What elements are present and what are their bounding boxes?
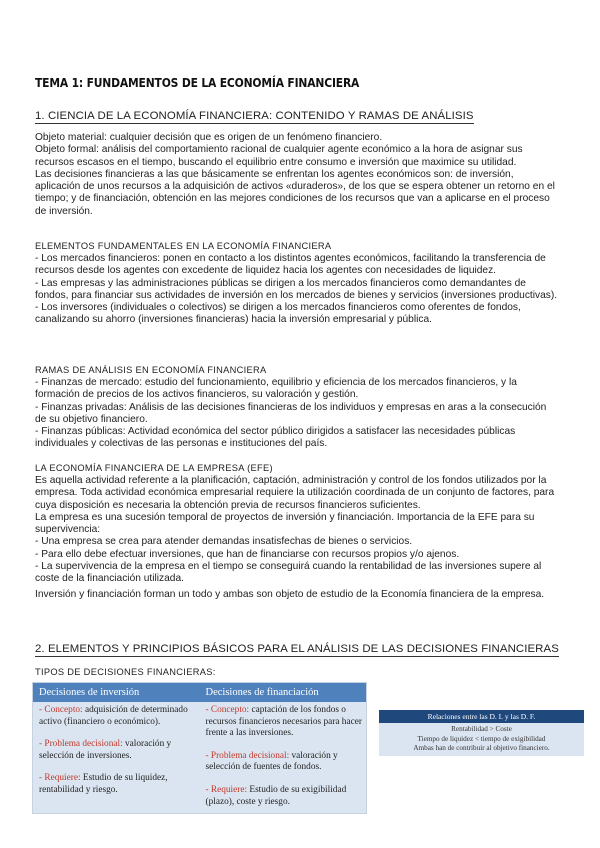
- efe-heading: LA ECONOMÍA FINANCIERA DE LA EMPRESA (EFE): [35, 463, 273, 473]
- table-cell: [206, 751, 363, 774]
- list-item: - La supervivencia de la empresa en el tiempo se conseguirá cuando la rentabilidad de las inversiones supere al coste de la financiación utilizada.: [35, 561, 542, 585]
- cell-label: - Problema decisional:: [39, 739, 123, 750]
- col-header-inversion: Decisiones de inversión: [39, 687, 140, 698]
- elementos-heading: ELEMENTOS FUNDAMENTALES EN LA ECONOMÍA FINANCIERA: [35, 241, 332, 251]
- cell-text: captación de los fondos o recursos financieros necesarios para hacer frente a las inversiones.: [205, 705, 362, 739]
- inversion-column: [33, 702, 200, 819]
- cell-text: Estudio de su liquidez, rentabilidad y riesgo.: [39, 773, 168, 795]
- intro-paragraph: Objeto material: cualquier decisión que es origen de un fenómeno financiero.: [35, 132, 383, 143]
- table-header-row: [33, 683, 366, 702]
- list-item: - Los mercados financieros: ponen en contacto a los distintos agentes económicos, facilitando la transferencia de recursos desde los agentes con excedente de liquidez hacia los agentes con necesidades de liquidez.: [35, 253, 546, 277]
- list-item: - Finanzas privadas: Análisis de las decisiones financieras de los individuos y empresas en aras a la consecución de su objetivo financiero.: [35, 401, 547, 425]
- table-cell: [39, 705, 196, 728]
- document-title: TEMA 1: FUNDAMENTOS DE LA ECONOMÍA FINANCIERA: [35, 75, 360, 90]
- cell-label: - Requiere:: [205, 784, 248, 795]
- ramas-heading: RAMAS DE ANÁLISIS EN ECONOMÍA FINANCIERA: [35, 365, 267, 375]
- cell-label: - Concepto:: [39, 705, 83, 715]
- cell-label: - Problema decisional:: [205, 750, 290, 761]
- cell-text: adquisición de determinado activo (financiero o económico).: [39, 705, 188, 727]
- col-header-financiacion: Decisiones de financiación: [205, 687, 319, 698]
- intro-paragraph: Las decisiones financieras a las que básicamente se enfrentan los agentes económicos son: de inversión, aplicación de unos recursos a la adquisición de activos «duraderos», de los que se espera obtener un retorno en el tiempo; y de financiación, obtención en las mejores condiciones de los recursos que van a aplicarse en el proceso de inversión.: [35, 168, 555, 217]
- cell-text: valoración y selección de fuentes de fondos.: [205, 750, 338, 773]
- table-body: [33, 702, 366, 819]
- list-item: - Las empresas y las administraciones públicas se dirigen a los mercados financieros como demandantes de fondos, para financiar sus actividades de inversión en los mercados de bienes y servicios (inversiones productivas).: [35, 277, 558, 301]
- list-item: La empresa es una sucesión temporal de proyectos de inversión y financiación. Importancia de la EFE para su supervivencia:: [35, 511, 535, 536]
- cell-label: - Requiere:: [39, 773, 81, 784]
- section1-intro: [35, 132, 560, 218]
- table-cell: [206, 705, 363, 740]
- efe-list: [35, 475, 560, 601]
- section1-heading: 1. CIENCIA DE LA ECONOMÍA FINANCIERA: CONTENIDO Y RAMAS DE ANÁLISIS: [35, 110, 474, 122]
- table-cell: [206, 785, 363, 808]
- table-cell: [39, 773, 196, 796]
- ramas-list: [35, 377, 560, 451]
- relaciones-line: Ambas han de contribuir al objetivo financiero.: [413, 744, 550, 752]
- table-cell: [39, 739, 196, 762]
- list-item: - Los inversores (individuales o colectivos) se dirigen a los mercados financieros como oferentes de fondos, canalizando su ahorro (inversiones financieras) hacia la inversión empresarial y pública.: [35, 302, 521, 326]
- intro-paragraph: Objeto formal: análisis del comportamiento racional de cualquier agente económico a la hora de asignar sus recursos escasos en el tiempo, buscando el equilibrio entre consumo e inversión que maximice su utilidad.: [35, 144, 523, 168]
- relaciones-box: [379, 710, 584, 756]
- list-item: - Finanzas públicas: Actividad económica del sector público dirigidos a satisfacer las necesidades públicas individuales y colectivas de las personas e instituciones del país.: [35, 426, 516, 450]
- cell-text: Estudio de su exigibilidad (plazo), coste y riesgo.: [205, 784, 347, 807]
- list-item: - Una empresa se crea para atender demandas insatisfechas de bienes o servicios.: [35, 536, 413, 548]
- decisions-table: [32, 682, 367, 814]
- efe-closing: Inversión y financiación forman un todo y ambas son objeto de estudio de la Economía financiera de la empresa.: [35, 588, 545, 600]
- list-item: - Para ello debe efectuar inversiones, que han de financiarse con recursos propios y/o ajenos.: [35, 548, 460, 560]
- relaciones-header: Relaciones entre las D. I. y las D. F.: [379, 710, 584, 723]
- cell-label: - Concepto:: [205, 705, 250, 715]
- list-item: Es aquella actividad referente a la planificación, captación, administración y control de los fondos utilizados por la empresa. Toda actividad económica empresarial requiere la utilización coordinada de un conjunto de factores, para cuya disposición es necesaria la obtención previa de recursos financieros suficientes.: [35, 475, 555, 511]
- section2-heading: 2. ELEMENTOS Y PRINCIPIOS BÁSICOS PARA EL ANÁLISIS DE LAS DECISIONES FINANCIERAS: [35, 643, 559, 655]
- relaciones-line: Tiempo de liquidez < tiempo de exigibilidad: [417, 734, 546, 743]
- list-item: - Finanzas de mercado: estudio del funcionamiento, equilibrio y eficiencia de los mercados financieros, y la formación de precios de los activos financieros, su valoración y gestión.: [35, 377, 517, 401]
- tipos-heading: TIPOS DE DECISIONES FINANCIERAS:: [35, 667, 216, 677]
- relaciones-line: Rentabilidad > Coste: [451, 725, 512, 733]
- elementos-list: [35, 253, 560, 327]
- financiacion-column: [200, 702, 367, 819]
- cell-text: valoración y selección de inversiones.: [39, 739, 172, 761]
